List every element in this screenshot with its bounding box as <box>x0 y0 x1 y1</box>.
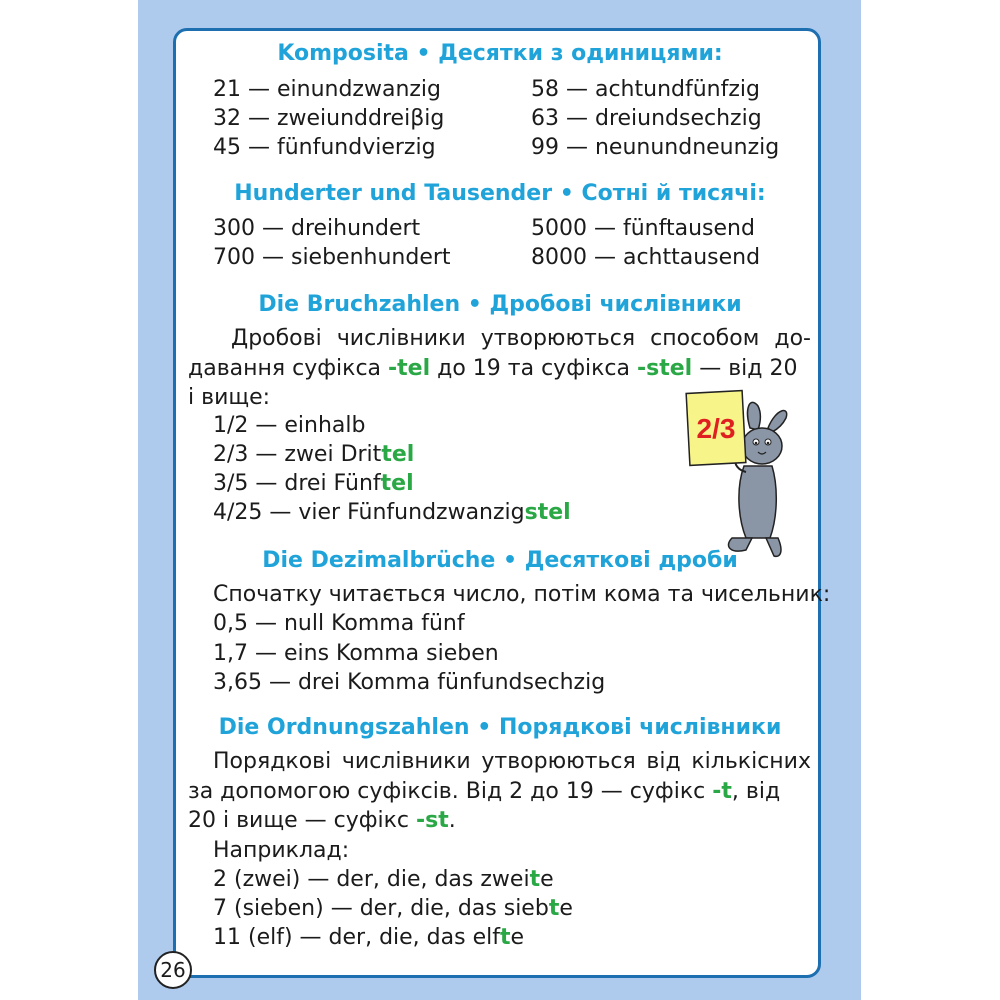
dezimal-intro: Спочатку читається число, потім кома та чисельник: <box>213 582 831 607</box>
ordnung-line-2: за допомогою суфіксів. Від 2 до 19 — суфікс -t, від <box>188 779 781 804</box>
ordnung-example-2: 7 (sieben) — der, die, das siebte <box>213 896 573 921</box>
suffix-stel: -stel <box>636 356 693 381</box>
suffix-t: -t <box>712 779 732 804</box>
fraction-card-text: 2/3 <box>696 413 736 444</box>
komposita-left-3: 45 — fünfundvierzig <box>213 135 436 160</box>
bruch-example-1: 1/2 — einhalb <box>213 413 366 438</box>
heading-dezimal: Die Dezimalbrüche • Десяткові дроби <box>262 548 738 573</box>
ordnung-example-label: Наприклад: <box>213 838 350 863</box>
page-number: 26 <box>154 951 192 989</box>
heading-bruchzahlen: Die Bruchzahlen • Дробові числівники <box>258 292 742 317</box>
hunderter-right-1: 5000 — fünftausend <box>531 216 755 241</box>
dezimal-example-2: 1,7 — eins Komma sieben <box>213 641 499 666</box>
bruch-paragraph-line-1: Дробові числівники утворюються способом до- <box>231 326 811 351</box>
dezimal-example-3: 3,65 — drei Komma fünfundsechzig <box>213 670 606 695</box>
ordnung-example-1: 2 (zwei) — der, die, das zweite <box>213 867 554 892</box>
heading-hunderter: Hunderter und Tausender • Сотні й тисячі: <box>234 181 766 206</box>
komposita-left-1: 21 — einundzwanzig <box>213 77 442 102</box>
komposita-right-2: 63 — dreiundsechzig <box>531 106 762 131</box>
heading-komposita: Komposita • Десятки з одиницями: <box>277 41 723 66</box>
hunderter-right-2: 8000 — achttausend <box>531 245 761 270</box>
komposita-right-1: 58 — achtundfünfzig <box>531 77 760 102</box>
komposita-left-2: 32 — zweiunddreiβig <box>213 106 445 131</box>
ordnung-line-3: 20 і вище — суфікс -st. <box>188 808 456 833</box>
bruch-paragraph-line-2: давання суфікса -tel до 19 та суфікса -stel — від 20 <box>188 356 798 381</box>
bruch-paragraph-line-3: і вище: <box>188 385 271 410</box>
heading-ordnung: Die Ordnungszahlen • Порядкові числівники <box>218 715 782 740</box>
bruch-example-4: 4/25 — vier Fünfundzwanzigstel <box>213 500 571 525</box>
suffix-st: -st <box>416 808 449 833</box>
rabbit-illustration <box>680 388 800 560</box>
komposita-right-3: 99 — neunundneunzig <box>531 135 780 160</box>
bruch-example-2: 2/3 — zwei Drittel <box>213 442 415 467</box>
ordnung-example-3: 11 (elf) — der, die, das elfte <box>213 925 525 950</box>
suffix-tel: -tel <box>388 356 431 381</box>
hunderter-left-2: 700 — siebenhundert <box>213 245 451 270</box>
ordnung-line-1: Порядкові числівники утворюються від кількісних <box>213 749 811 774</box>
hunderter-left-1: 300 — dreihundert <box>213 216 421 241</box>
bruch-example-3: 3/5 — drei Fünftel <box>213 471 414 496</box>
dezimal-example-1: 0,5 — null Komma fünf <box>213 611 465 636</box>
